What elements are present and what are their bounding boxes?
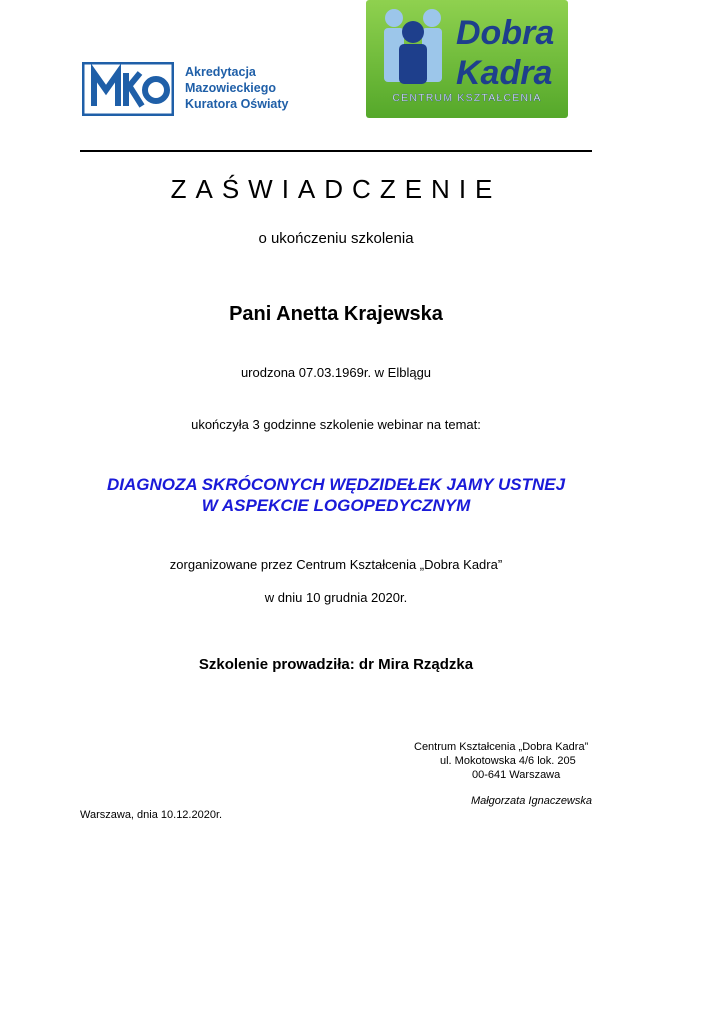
mko-logo-mark	[82, 62, 174, 116]
dk-name-line2: Kadra	[456, 54, 553, 92]
dk-tagline: CENTRUM KSZTAŁCENIA	[392, 92, 542, 104]
signer-name: Małgorzata Ignaczewska	[470, 795, 592, 807]
place-and-date: Warszawa, dnia 10.12.2020r.	[80, 809, 223, 821]
organizer-address	[400, 740, 600, 782]
dobra-kadra-logo	[366, 0, 568, 118]
birth-info: urodzona 07.03.1969r. w Elblągu	[240, 365, 432, 380]
mko-logo	[82, 62, 322, 118]
address-line: ul. Mokotowska 4/6 lok. 205	[440, 755, 576, 767]
dk-name-line1: Dobra	[456, 14, 555, 52]
mko-text-line: Akredytacja	[185, 65, 256, 79]
training-date: w dniu 10 grudnia 2020r.	[264, 590, 408, 605]
address-line: Centrum Kształcenia „Dobra Kadra”	[414, 741, 589, 753]
document-subtitle: o ukończeniu szkolenia	[258, 230, 414, 247]
address-line: 00-641 Warszawa	[472, 769, 561, 781]
mko-logo-text	[185, 64, 289, 112]
mko-text-line: Kuratora Oświaty	[185, 97, 289, 111]
top-divider	[80, 150, 592, 152]
topic-line: DIAGNOZA SKRÓCONYCH WĘDZIDEŁEK JAMY USTNEJ	[106, 475, 566, 494]
completion-info: ukończyła 3 godzinne szkolenie webinar na temat:	[191, 417, 481, 432]
topic-line: W ASPEKCIE LOGOPEDYCZNYM	[201, 496, 471, 515]
instructor-info: Szkolenie prowadziła: dr Mira Rządzka	[198, 656, 474, 673]
document-title: ZAŚWIADCZENIE	[170, 174, 502, 204]
recipient-name: Pani Anetta Krajewska	[229, 303, 443, 325]
training-topic	[80, 474, 592, 516]
organizer-info: zorganizowane przez Centrum Kształcenia „Dobra Kadra”	[169, 557, 503, 572]
mko-text-line: Mazowieckiego	[185, 81, 276, 95]
